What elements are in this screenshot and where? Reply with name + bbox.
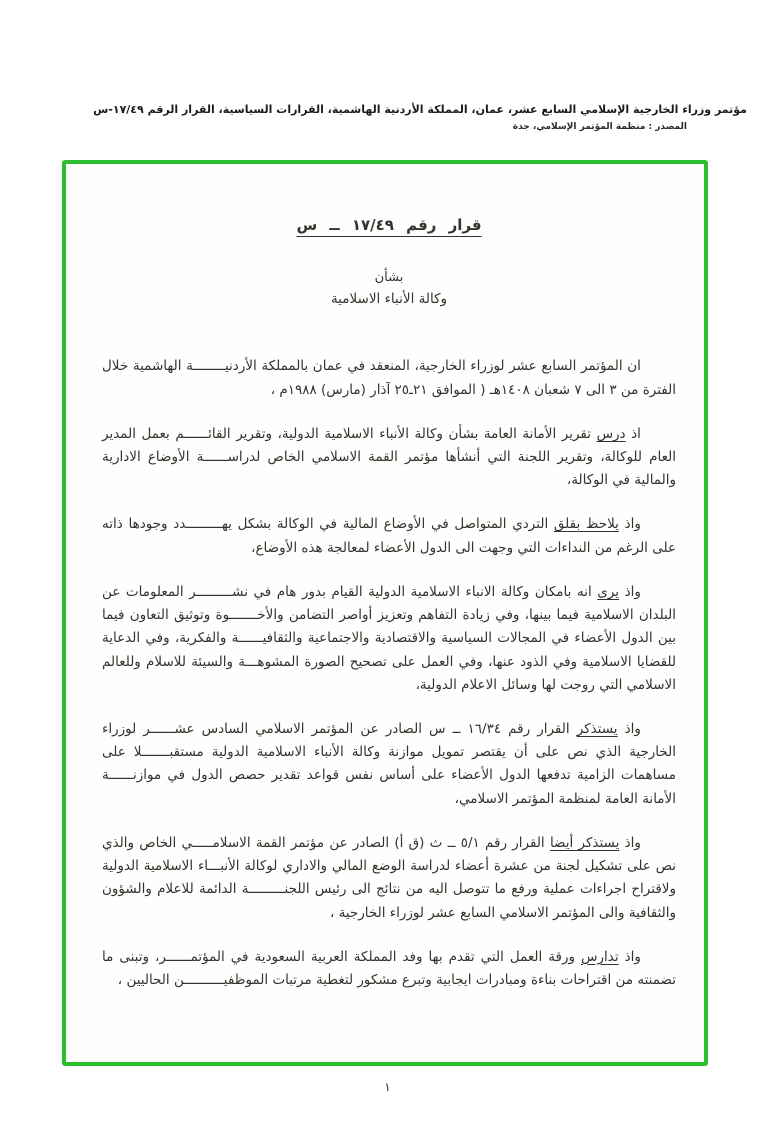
resolution-body — [66, 164, 704, 1033]
resolution-paragraph-3 — [102, 513, 676, 559]
paragraph-body: التردي المتواصل في الأوضاع المالية في الوكالة بشكل يهـــــــــدد وجودها ذاته على الرغم من النداءات التي وجهت الى الدول الأعضاء لمعالجة هذه الأوضاع، — [102, 516, 676, 556]
paragraph-prefix: واذ — [617, 721, 641, 738]
page-number: ١ — [384, 1080, 391, 1095]
scanned-document-frame — [62, 160, 708, 1066]
paragraph-keyword-underlined: يستذكر أيضا — [549, 834, 620, 851]
resolution-subject-label: بشأن — [374, 270, 404, 286]
resolution-title: قرار رقم ١٧/٤٩ ــ س — [296, 216, 482, 235]
paragraph-body: ورقة العمل التي تقدم بها وفد المملكة العربية السعودية في المؤتمــــــر، وتبنى ما تضمنته من اقتراحات بناءة ومبادرات ايجابية وتبرع مشكور لتغطية مرتبات الموظفيــــــــــن الحاليين ، — [102, 948, 676, 988]
paragraph-keyword-underlined: يستذكر — [576, 721, 618, 738]
paragraph-body: القرار رقم ٥/١ ــ ث (ق أ) الصادر عن مؤتمر القمة الاسلامـــــي الخاص والذي نص على تشكيل لجنة من عشرة أعضاء لدراسة الوضع المالي والاداري لوكالة الأنبـــاء الاسلامية الدولية ولاقتراح اجراءات عملية ورفع ما تتوصل اليه من نتائج الى رئيس اللجنـــــــــة الدائمة للاعلام والشؤون والثقافية والى المؤتمر الاسلامي السابع عشر لوزراء الخارجية ، — [102, 834, 676, 921]
resolution-subject: وكالة الأنباء الاسلامية — [330, 291, 448, 308]
paragraph-prefix: اذ — [625, 425, 641, 442]
paragraph-body: ان المؤتمر السابع عشر لوزراء الخارجية، المنعقد في عمان بالمملكة الأردنيــــــــة الهاشمية خلال الفترة من ٣ الى ٧ شعبان ١٤٠٨هـ ( الموافق ٢١ـ٢٥ آذار (مارس) ١٩٨٨م ، — [102, 358, 676, 398]
paragraph-body: انه بامكان وكالة الانباء الاسلامية الدولية القيام بدور هام في نشـــــــــر المعلومات عن البلدان الاسلامية فيما بينها، وفي زيادة التفاهم وتعزيز أواصر التضامن والأخـــــــوة وتوثيق التعاون فيما بين الدول الأعضاء في المجالات السياسية والاقتصادية والاجتماعية والثقافيــــــة والفكرية، وفي الدعاية للقضايا الاسلامية وفي الذود عنها، وفي العمل على تصحيح الصورة المشوهـــة والسيئة للاسلام وللعالم الاسلامي التي روجت لها وسائل الاعلام الدولية، — [102, 583, 676, 693]
paragraph-prefix: واذ — [618, 516, 641, 533]
header-source-line: المصدر : منظمة المؤتمر الإسلامي، جدة — [512, 122, 687, 133]
resolution-paragraph-7 — [102, 946, 676, 992]
header-citation-line: مؤتمر وزراء الخارجية الإسلامي السابع عشر، عمان، المملكة الأردنية الهاشمية، القرارات السياسية، القرار الرقم ١٧/٤٩-س — [93, 103, 747, 116]
resolution-paragraph-1 — [102, 355, 676, 401]
paragraph-keyword-underlined: درس — [596, 425, 626, 442]
resolution-paragraph-5 — [102, 718, 676, 811]
paragraph-keyword-underlined: يرى — [597, 583, 620, 600]
resolution-paragraph-6 — [102, 832, 676, 925]
resolution-paragraph-2 — [102, 423, 676, 493]
document-header — [0, 0, 775, 132]
paragraph-prefix: واذ — [618, 948, 641, 965]
paragraph-body: تقرير الأمانة العامة بشأن وكالة الأنباء الاسلامية الدولية، وتقرير القائــــــم بعمل المدير العام للوكالة، وتقرير اللجنة التي أنشأها مؤتمر القمة الاسلامي الخاص لدراســــــة الأوضاع الادارية والمالية في الوكالة، — [102, 425, 676, 489]
paragraph-prefix: واذ — [619, 583, 641, 600]
paragraph-keyword-underlined: يلاحظ بقلق — [553, 516, 619, 533]
paragraph-keyword-underlined: تدارس — [581, 948, 619, 965]
resolution-paragraph-4 — [102, 581, 676, 697]
paragraph-body: القرار رقم ١٦/٣٤ ــ س الصادر عن المؤتمر الاسلامي السادس عشــــــر لوزراء الخارجية الذي نص على أن يقتصر تمويل موازنة وكالة الأنباء الاسلامية الدولية مستقبـــــــلا على مساهمات الزامية تدفعها الدول الأعضاء على أساس نفس قواعد تقدير حصص الدول في موازنــــــة الأمانة العامة لمنظمة المؤتمر الاسلامي، — [102, 721, 676, 807]
paragraph-prefix: واذ — [619, 834, 641, 851]
